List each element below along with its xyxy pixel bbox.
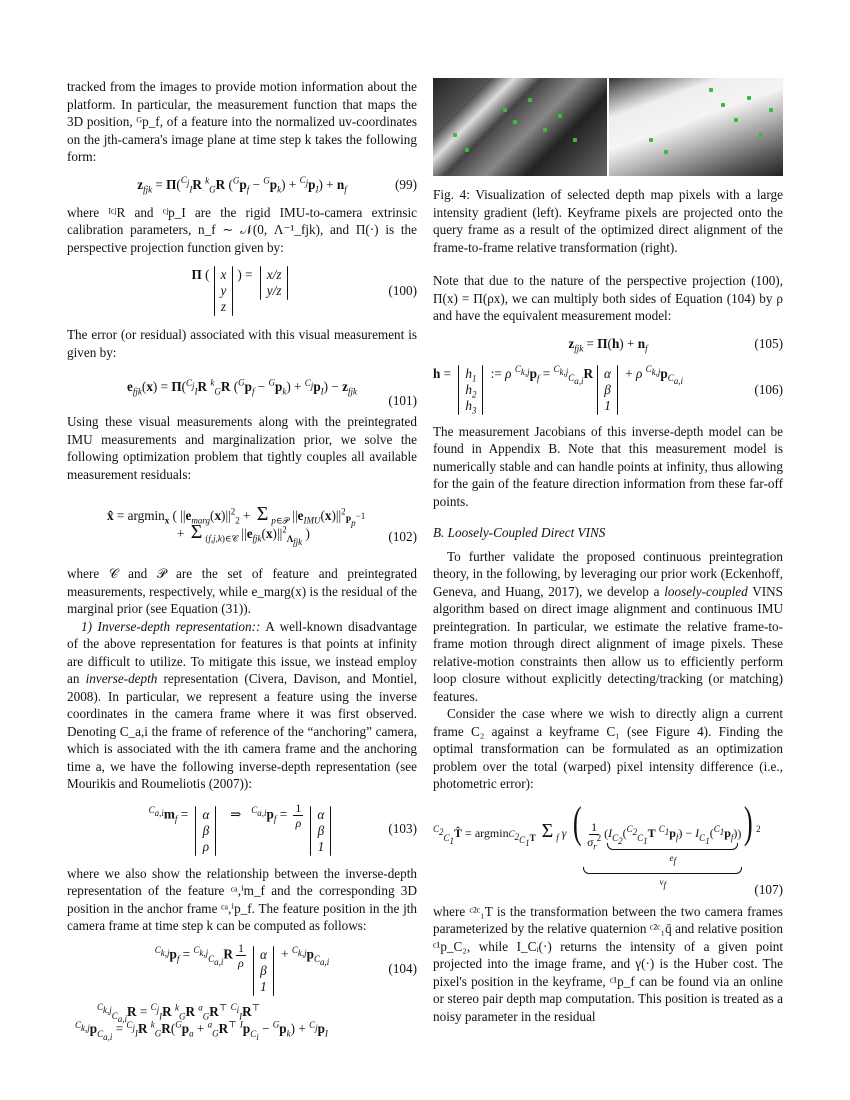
- equation-106: h = $h_1$ $h_2$ $h_3$ := ρ $^{C_{k,j}}p_f = ^{C_{k,j}}_{C_{a,i}}R$ α β 1 + ρ $^{C_{k,j}}p_{C_{a,i}}$ (106): [433, 364, 783, 416]
- paragraph: The measurement Jacobians of this inverse-depth model can be found in Appendix B. Note that this measurement model is numerically stable and can handle points at infinity, thus allowing for the gain of the feature direction information from these far-off points.: [433, 423, 783, 509]
- equation-number: (106): [754, 381, 783, 397]
- equation-100: Π ( x y z ) = x/z y/z (100): [191, 267, 417, 314]
- subsection-heading: 1) Inverse-depth representation::: [81, 618, 261, 634]
- equation-number: (100): [388, 283, 417, 299]
- equation-104-aux: $^{C_{k,j}}_{C_{a,i}}$R = $^{C_j}_I$R $^k_G$R $^a_G$R⊤ $^{C_i}_I$R⊤ $^{C_{k,j}}p_{C_{a,i}} = ^{C_j}_IR$ $^k_GR(^Gp_a + ^a_GR^⊤$ $^Ip_{C_i} - ^Gp_k) + ^{C_j}p_I$: [75, 1002, 328, 1042]
- figure-4: [433, 78, 783, 176]
- equation-number: (101): [388, 392, 417, 408]
- paragraph: The error (or residual) associated with this visual measurement is given by:: [67, 327, 417, 360]
- equation-number: (102): [388, 528, 417, 544]
- equation-107: $^{C_2}_{C_1}$T̂ = argmin$_{^{C_2}_{C_1}T}$ Σ $_f$ γ ( $\frac{1}{\sigma_r^2}$ ( $I_{C_2}(^{C_2}_{C_1}T$ $^{C_1}p_f) - I_{C_1}(^{C_1}p_f)$ $e_f$ ) $v_f$ ) $^2$ (107): [433, 798, 783, 897]
- paragraph: [433, 548, 783, 706]
- depth-map-image: [433, 78, 607, 176]
- section-heading: B. Loosely-Coupled Direct VINS: [433, 525, 606, 540]
- equation-number: (104): [388, 960, 417, 976]
- right-column: [433, 78, 783, 1025]
- equation-99: $z_{fjk} = \Pi(^{C_j}_IR$ $^k_G$R $(^Gp_f - ^Gp_k) + ^{C_j}p_I) + n_f$ (99): [137, 175, 417, 195]
- paragraph-text: representation (Civera, Davison, and Montiel, 2008). In particular, we represent a feature using the inverse coordinates in the camera frame where it was first observed. Denoting C_a,i the frame of reference of the “anchoring” camera, which is associated with the ith camera frame and the anchoring time a, we have the following inverse-depth representation (see Mourikis and Roumeliotis (2007)):: [67, 671, 417, 791]
- paragraph: where 𝒞 and 𝒫 are the set of feature and preintegrated measurements, respectively, while e_marg(x) is the residual of the marginal prior (see Equation (31)).: [67, 566, 417, 616]
- emphasis: inverse-depth: [85, 671, 158, 686]
- paragraph: Consider the case where we wish to directly align a current frame C₂ against a keyframe C₁ (see Figure 4). Finding the optimal transformation can be formulated as an optimization problem over the total (warped) pixel intensity difference (i.e., photometric error):: [433, 706, 783, 791]
- equation-number: (105): [754, 335, 783, 351]
- paragraph: where we also show the relationship between the inverse-depth representation of the feature ᶜᵃ,ⁱm_f and the corresponding 3D position in the anchor frame ᶜᵃ,ⁱp_f. The feature position in the jth camera frame at time step k can be computed as follows:: [67, 865, 417, 933]
- paragraph: tracked from the images to provide motion information about the platform. In particular, the measurement function that maps the 3D position, ᴳp_f, of a feature into the normalized uv-coordinates on the jth-camera's image plane at time step k takes the following form:: [67, 79, 417, 164]
- equation-105: $z_{fjk} = \Pi(h) + n_f$ (105): [568, 335, 783, 354]
- paragraph-text: To further validate the proposed continuous preintegration theory, in the following, by leveraging our prior work (Eckenhoff, Geneva, and Huang, 2017), we develop a: [433, 548, 783, 599]
- emphasis: loosely-coupled: [664, 583, 748, 599]
- paragraph: Note that due to the nature of the perspective projection (100), Π(x) = Π(ρx), we can multiply both sides of Equation (104) by ρ and have the equivalent measurement model:: [433, 273, 783, 323]
- equation-number: (107): [754, 882, 783, 897]
- equation-103: $^{C_{a,i}}m_f$ = α β ρ ⇒ $^{C_{a,i}}p_f$ = $\frac{1}{\rho}$ α β 1 (103): [148, 801, 417, 854]
- projected-keyframe-image: [609, 78, 783, 176]
- equation-number: (103): [388, 820, 417, 836]
- equation-number: (99): [395, 176, 417, 192]
- figure-caption: Fig. 4: Visualization of selected depth map pixels with a large intensity gradient (left). Keyframe pixels are projected onto the query frame as a result of the optimized direct alignment of the frame-to-frame relative transformation (right).: [433, 187, 783, 255]
- left-column: [67, 78, 417, 1044]
- paragraph-text: A well-known disadvantage of the above representation for features is that points at infinity are difficult to utilize. To mitigate this issue, we instead employ an: [67, 618, 417, 686]
- paragraph: where ᴵᶜʲR and ᶜʲp_I are the rigid IMU-to-camera extrinsic calibration parameters, n_f ∼ 𝒩(0, Λ⁻¹_fjk), and Π(·) is the perspective projection function given by:: [67, 204, 417, 255]
- equation-102: x̂ = argmin$_x$ ( $||e_{marg}(x)||^2_2 + \Sigma$ $_{p\in 𝒫}$ $||e_{IMU}(x)||^2_{P_p^{-1}}$ + Σ $_{(f,j,k)\in 𝒞}$ $||e_{fjk}(x)||^2_{\Lambda_{fjk}}$ ) (102): [107, 502, 417, 547]
- paragraph: Using these visual measurements along with the preintegrated IMU measurements and marginalization prior, we solve the following optimization problem that tightly couples all available measurement residuals:: [67, 414, 417, 482]
- equation-101: $e_{fjk}(x) = \Pi(^{C_j}_IR$ $^k_G$R $(^Gp_f - ^Gp_k) + ^{C_j}p_I) - z_{fjk}$ (101): [127, 377, 417, 408]
- paragraph-text: VINS algorithm based on direct image alignment and continuous IMU preintegration. In particular, we estimate the relative frame-to-frame motion through direct alignment of image pixels. These relative-motion constraints then allow us to efficiently perform loop closure without explicitly detecting/tracking (or matching) features.: [433, 583, 783, 704]
- paragraph: [67, 618, 417, 793]
- equation-104: $^{C_{k,j}}p_f = ^{C_{k,j}}_{C_{a,i}}R$ $\frac{1}{\rho}$ α β 1 + $^{C_{k,j}}p_{C_{a,i}}$ (104): [154, 941, 417, 994]
- paragraph: where ᶜ²ᶜ₁T is the transformation between the two camera frames parameterized by the relative quaternion ᶜ²ᶜ₁q̄ and relative position ᶜ¹p_C₂, while I_Cᵢ(·) returns the intensity of a given point projected into the image frame, and γ(·) is the Huber cost. The pixel's position in the keyframe, ᶜ¹p_f can be found via an online or stereo pair depth map computation. This position is treated as a noisy parameter in the residual: [433, 903, 783, 1024]
